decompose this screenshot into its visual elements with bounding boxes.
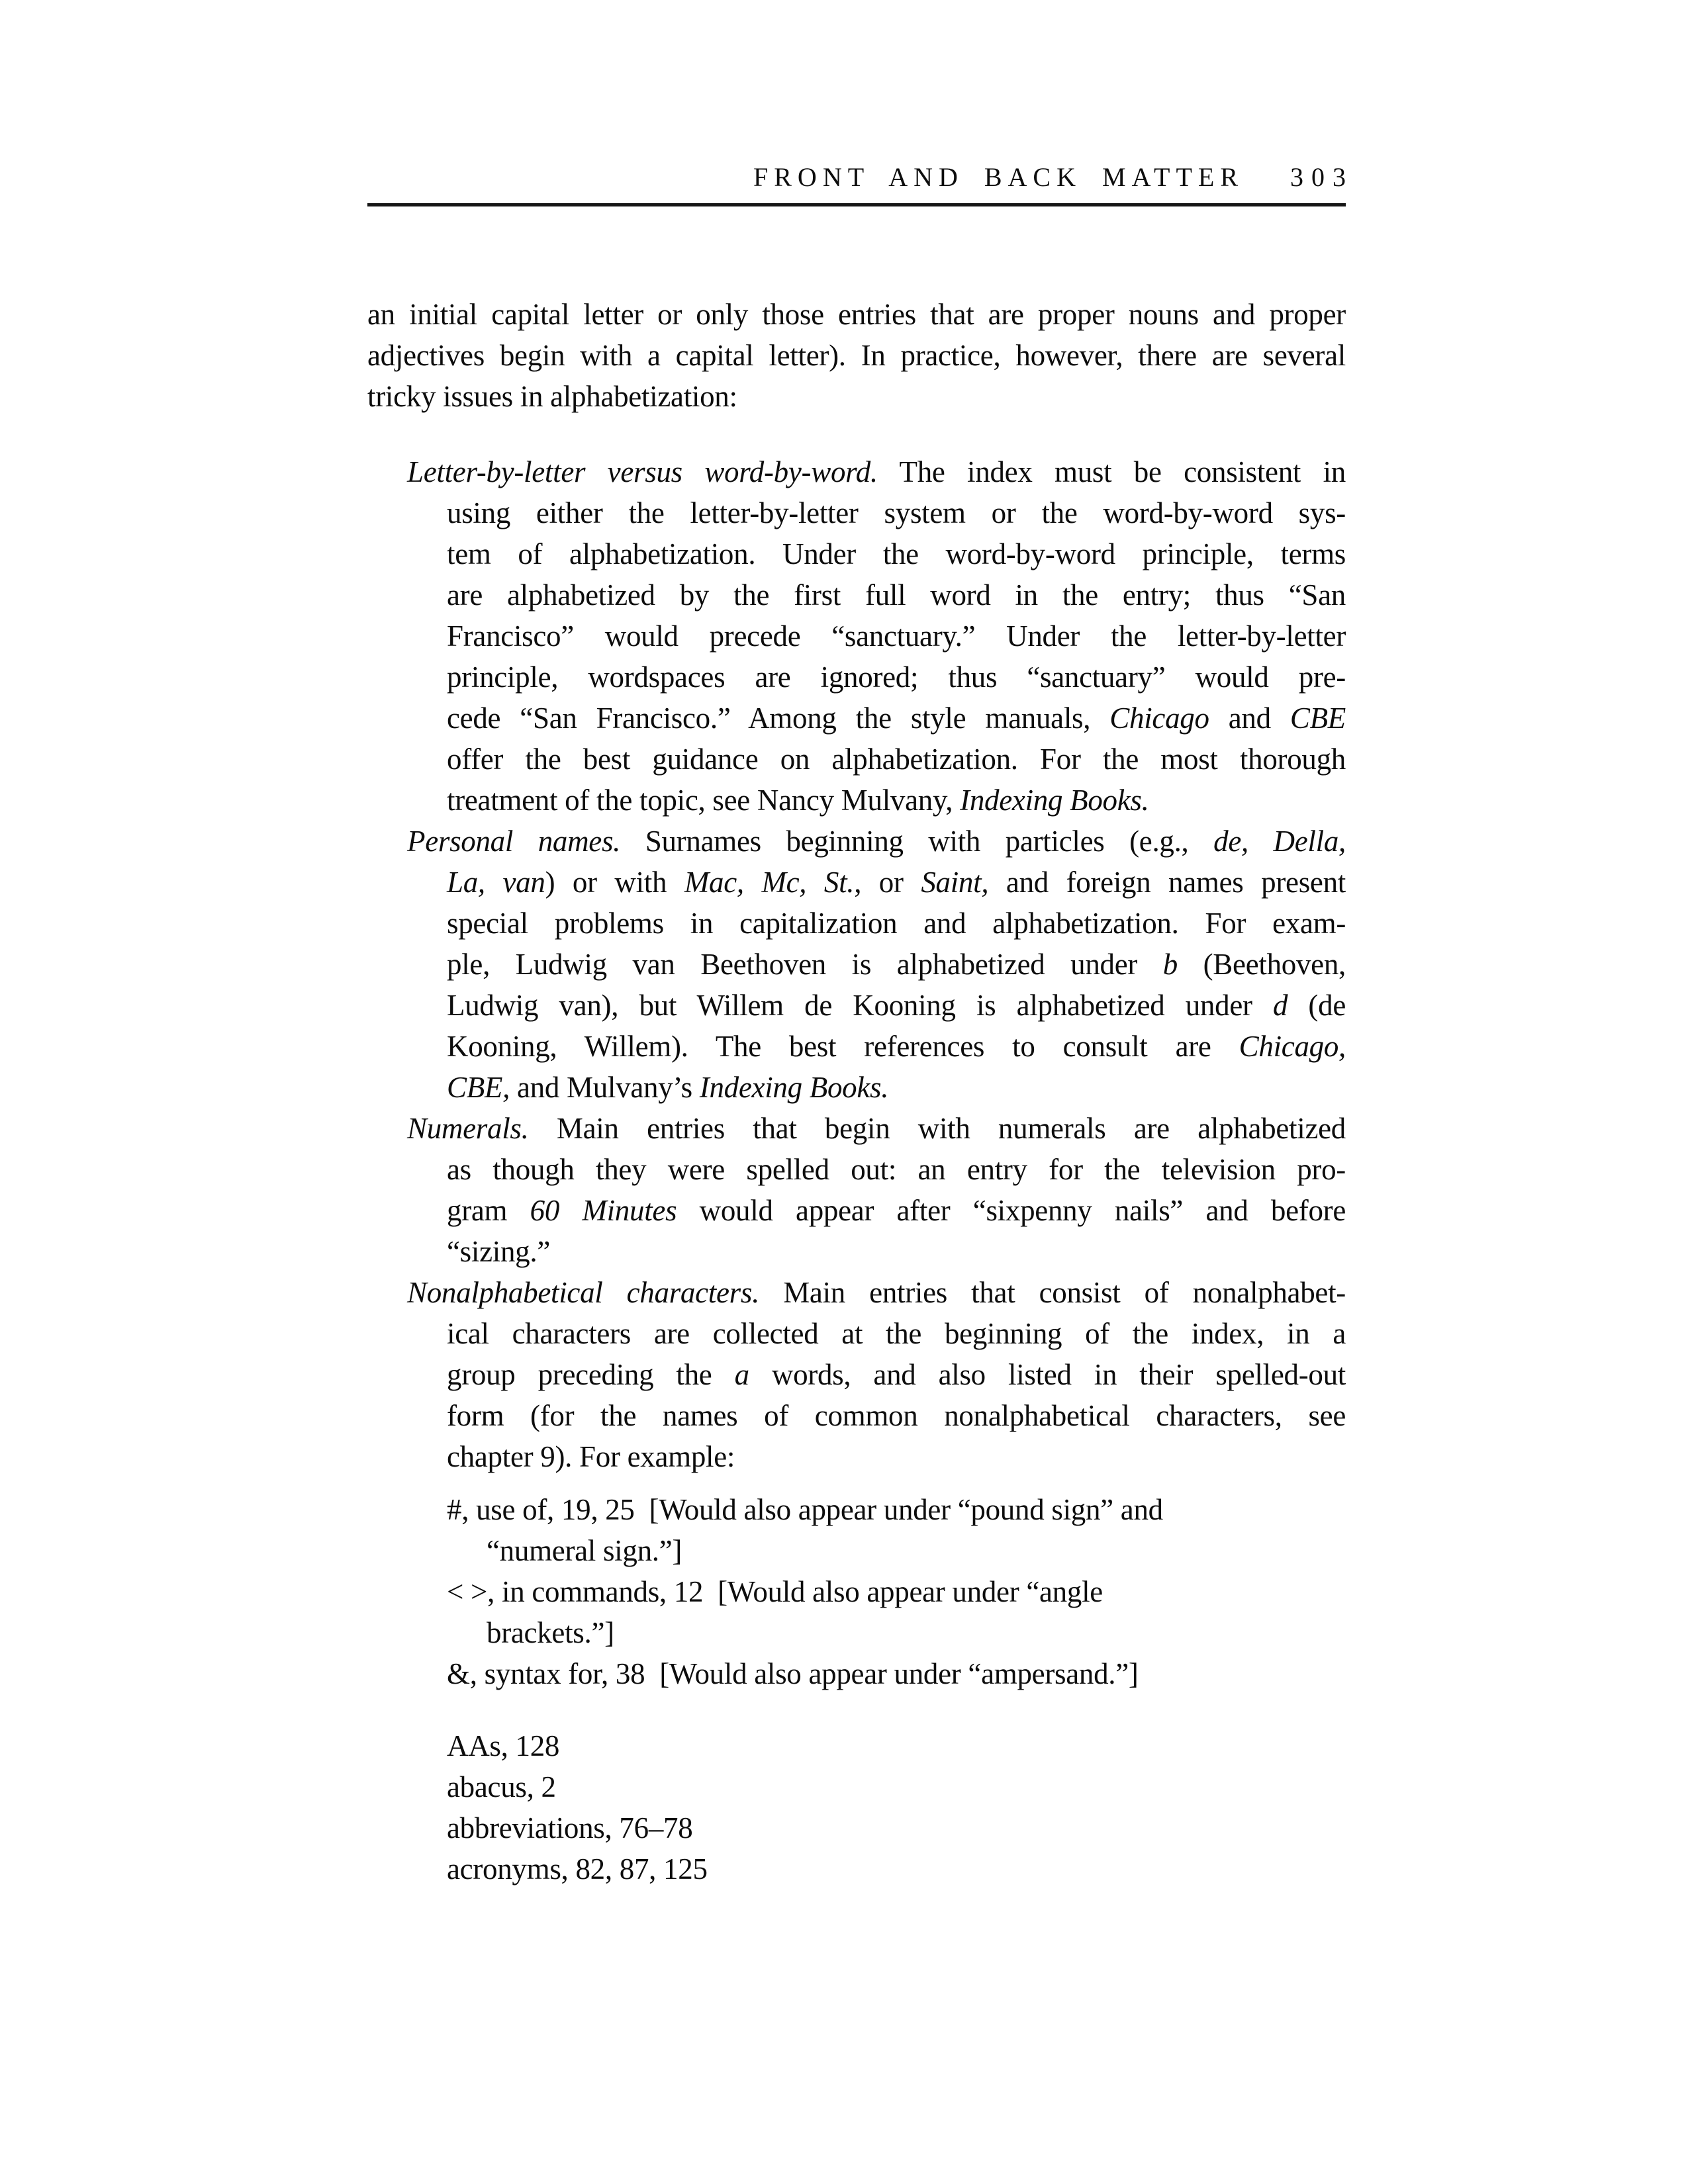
- body-text: chapter 9). For example:: [447, 1440, 735, 1473]
- text-line: [367, 1530, 1346, 1571]
- text-line: [367, 1395, 1346, 1436]
- italic-text: a: [734, 1358, 749, 1391]
- body-text: cede “San Francisco.” Among the style manuals,: [447, 702, 1110, 735]
- text-line: [367, 492, 1346, 533]
- body-text: and foreign names present: [988, 866, 1346, 899]
- italic-text: b: [1162, 948, 1178, 981]
- body-text: using either the letter-by-letter system or the word-by-word sys-: [447, 496, 1346, 529]
- body-text: ple, Ludwig van Beethoven is alphabetized under: [447, 948, 1163, 981]
- italic-text: Numerals.: [407, 1112, 529, 1145]
- body-text: special problems in capitalization and alphabetization. For exam-: [447, 907, 1346, 940]
- text-line: [367, 780, 1346, 821]
- body-text: (de: [1288, 989, 1346, 1022]
- body-text: adjectives begin with a capital letter). In practice, however, there are several: [367, 339, 1346, 372]
- body-text: are alphabetized by the first full word in the entry; thus “San: [447, 578, 1346, 612]
- body-text: tricky issues in alphabetization:: [367, 380, 737, 413]
- body-text: abacus, 2: [447, 1770, 556, 1803]
- body-text: #, use of, 19, 25 [Would also appear under “pound sign” and: [447, 1493, 1163, 1526]
- text-line: [367, 574, 1346, 615]
- italic-text: Chicago: [1109, 702, 1209, 735]
- text-line: [367, 1807, 1346, 1848]
- text-line: [367, 1653, 1346, 1694]
- text-line: [367, 615, 1346, 657]
- text-line: [367, 1149, 1346, 1190]
- text-line: [367, 1571, 1346, 1612]
- text-line: [367, 739, 1346, 780]
- alphabetization-list: [367, 451, 1346, 1477]
- body-text: “sizing.”: [447, 1235, 550, 1268]
- body-text: Surnames beginning with particles (e.g.,: [620, 825, 1214, 858]
- body-text: an initial capital letter or only those entries that are proper nouns and proper: [367, 298, 1346, 331]
- body-text: The index must be consistent in: [877, 455, 1346, 488]
- text-line: [367, 1190, 1346, 1231]
- text-line: [367, 698, 1346, 739]
- text-line: [367, 944, 1346, 985]
- body-text: acronyms, 82, 87, 125: [447, 1852, 708, 1886]
- text-line: [367, 376, 1346, 417]
- body-text: Kooning, Willem). The best references to consult are: [447, 1030, 1239, 1063]
- body-text: offer the best guidance on alphabetization. For the most thorough: [447, 743, 1346, 776]
- nonalpha-example-list: [367, 1489, 1346, 1694]
- body-text: (Beethoven,: [1177, 948, 1346, 981]
- index-sample-list: [367, 1725, 1346, 1889]
- text-line: [367, 1231, 1346, 1272]
- body-text: Main entries that consist of nonalphabet-: [759, 1276, 1346, 1309]
- italic-text: d: [1272, 989, 1288, 1022]
- body-text: principle, wordspaces are ignored; thus “sanctuary” would pre-: [447, 660, 1346, 694]
- text-line: [367, 533, 1346, 574]
- body-text: abbreviations, 76–78: [447, 1811, 693, 1844]
- body-text: words, and also listed in their spelled-out: [749, 1358, 1346, 1391]
- running-header-title: FRONT AND BACK MATTER: [753, 162, 1244, 192]
- body-text: Main entries that begin with numerals are alphabetized: [528, 1112, 1346, 1145]
- body-text: tem of alphabetization. Under the word-by-word principle, terms: [447, 537, 1346, 570]
- text-line: [367, 1026, 1346, 1067]
- header-rule: [367, 203, 1346, 206]
- body-text: Ludwig van), but Willem de Kooning is alphabetized under: [447, 989, 1273, 1022]
- body-text: < >, in commands, 12 [Would also appear under “angle: [447, 1575, 1103, 1608]
- italic-text: Nonalphabetical characters.: [407, 1276, 760, 1309]
- body-text: ) or with: [545, 866, 684, 899]
- italic-text: Chicago,: [1239, 1030, 1346, 1063]
- italic-text: CBE: [1289, 702, 1346, 735]
- running-header: [367, 161, 1354, 193]
- italic-text: Indexing Books.: [699, 1071, 889, 1104]
- text-line: [367, 451, 1346, 492]
- italic-text: de, Della,: [1213, 825, 1346, 858]
- text-line: [367, 335, 1346, 376]
- text-line: [367, 1436, 1346, 1477]
- body-text: group preceding the: [447, 1358, 735, 1391]
- body-text: treatment of the topic, see Nancy Mulvany,: [447, 784, 961, 817]
- body-text: , or: [854, 866, 921, 899]
- italic-text: Personal names.: [407, 825, 621, 858]
- intro-paragraph: [367, 294, 1346, 417]
- italic-text: 60 Minutes: [530, 1194, 677, 1227]
- body-text: AAs, 128: [447, 1729, 560, 1762]
- body-text: “numeral sign.”]: [487, 1534, 682, 1567]
- text-line: [367, 985, 1346, 1026]
- italic-text: La, van: [447, 866, 545, 899]
- text-line: [367, 903, 1346, 944]
- italic-text: Letter-by-letter versus word-by-word.: [407, 455, 878, 488]
- text-line: [367, 1489, 1346, 1530]
- text-line: [367, 821, 1346, 862]
- text-line: [367, 1848, 1346, 1889]
- text-line: [367, 1725, 1346, 1766]
- body-text: brackets.”]: [487, 1616, 614, 1649]
- body-text: gram: [447, 1194, 530, 1227]
- body-text: and Mulvany’s: [510, 1071, 700, 1104]
- body-text: Francisco” would precede “sanctuary.” Under the letter-by-letter: [447, 619, 1346, 653]
- text-line: [367, 1067, 1346, 1108]
- body-text: and: [1209, 702, 1290, 735]
- italic-text: Mac, Mc, St.: [684, 866, 855, 899]
- text-line: [367, 1612, 1346, 1653]
- text-line: [367, 294, 1346, 335]
- body-text: &, syntax for, 38 [Would also appear under “ampersand.”]: [447, 1657, 1139, 1690]
- body-text: as though they were spelled out: an entry for the television pro-: [447, 1153, 1346, 1186]
- text-line: [367, 1272, 1346, 1313]
- text-line: [367, 862, 1346, 903]
- body-text: form (for the names of common nonalphabetical characters, see: [447, 1399, 1346, 1432]
- text-line: [367, 1354, 1346, 1395]
- italic-text: Indexing Books.: [960, 784, 1149, 817]
- body-text: ical characters are collected at the beginning of the index, in a: [447, 1317, 1346, 1350]
- page-number: 303: [1290, 162, 1354, 192]
- italic-text: CBE,: [447, 1071, 510, 1104]
- text-line: [367, 657, 1346, 698]
- italic-text: Saint,: [921, 866, 989, 899]
- text-line: [367, 1766, 1346, 1807]
- text-line: [367, 1313, 1346, 1354]
- body-text: would appear after “sixpenny nails” and before: [677, 1194, 1346, 1227]
- text-line: [367, 1108, 1346, 1149]
